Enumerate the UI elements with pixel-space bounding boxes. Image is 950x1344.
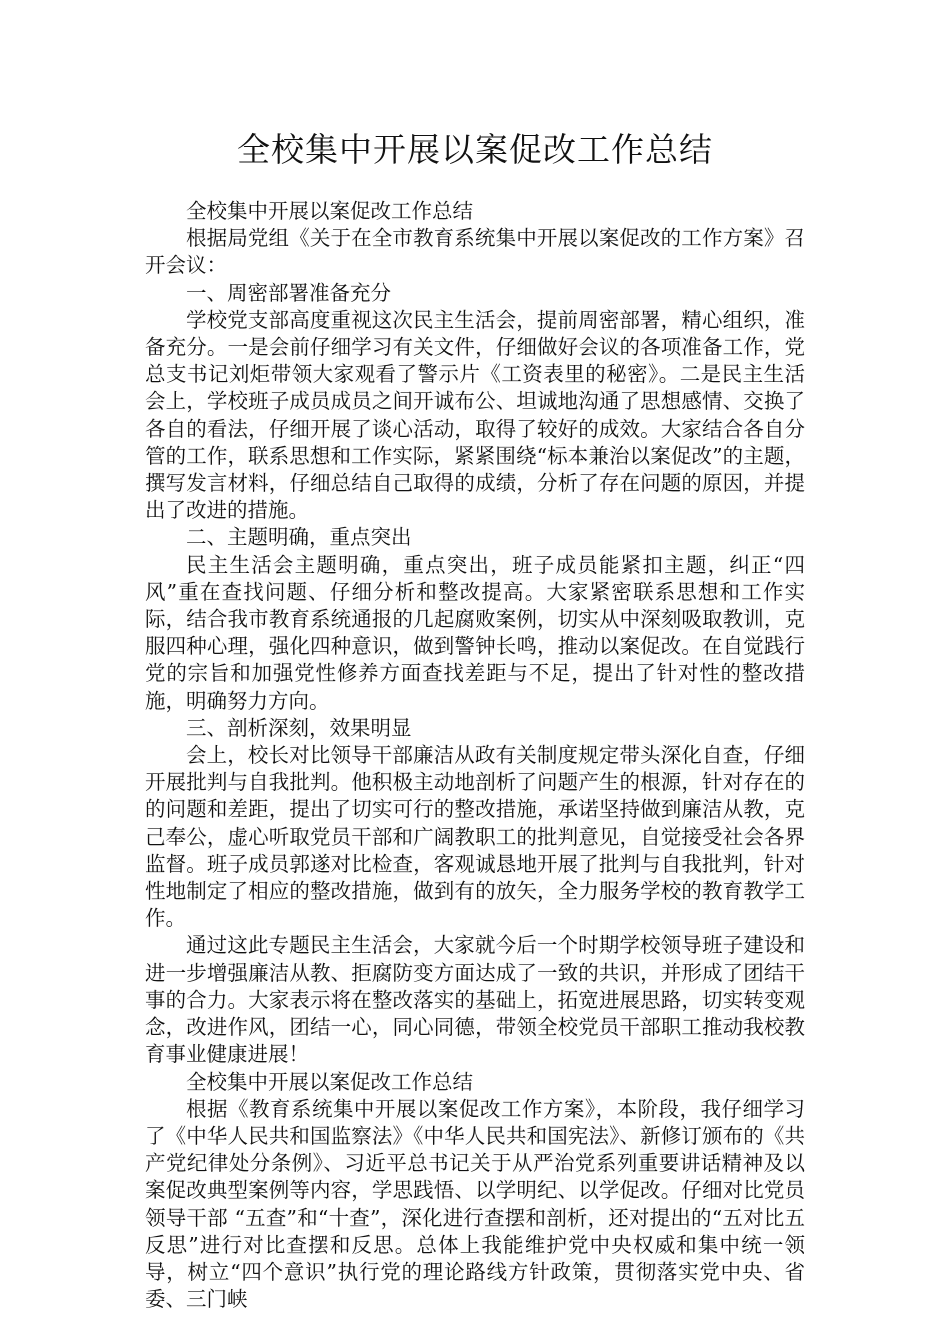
paragraph-intro: 根据局党组《关于在全市教育系统集中开展以案促改的工作方案》召开会议： [145, 226, 805, 278]
paragraph-section-1: 学校党支部高度重视这次民主生活会，提前周密部署，精心组织，准备充分。一是会前仔细学习有关文件，仔细做好会议的各项准备工作，党总支书记刘炬带领大家观看了警示片《工资表里的秘密》。二是民主生活会上，学校班子成员成员之间开诚布公、坦诚地沟通了思想感情、交换了各自的看法，仔细开展了谈心活动，取得了较好的成效。大家结合各自分管的工作，联系思想和工作实际，紧紧围绕“标本兼治以案促改”的主题，撰写发言材料，仔细总结自己取得的成绩，分析了存在问题的原因，并提出了改进的措施。 [145, 307, 805, 523]
section-heading-1: 一、周密部署准备充分 [186, 280, 391, 305]
paragraph-part-2: 根据《教育系统集中开展以案促改工作方案》，本阶段，我仔细学习了《中华人民共和国监察法》《中华人民共和国宪法》、新修订颁布的《共产党纪律处分条例》、习近平总书记关于从严治党系列重要讲话精神及以案促改典型案例等内容，学思践悟、以学明纪、以学促改。仔细对比党员领导干部 “五查”和“十查”，深化进行查摆和剖析，还对提出的“五对比五反思”进行对比查摆和反思。总体上我能维护党中央权威和集中统一领导，树立“四个意识”执行党的理论路线方针政策，贯彻落实党中央、省委、三门峡 [145, 1096, 805, 1312]
section-heading-3: 三、剖析深刻，效果明显 [186, 715, 412, 740]
document-body [145, 198, 805, 1313]
paragraph-section-2: 民主生活会主题明确，重点突出，班子成员能紧扣主题，纠正“四风”重在查找问题、仔细分析和整改提高。大家紧密联系思想和工作实际，结合我市教育系统通报的几起腐败案例，切实从中深刻吸取教训，克服四种心理，强化四种意识，做到警钟长鸣，推动以案促改。在自觉践行党的宗旨和加强党性修养方面查找差距与不足，提出了针对性的整改措施，明确努力方向。 [145, 552, 805, 713]
paragraph-section-3: 会上，校长对比领导干部廉洁从政有关制度规定带头深化自查，仔细开展批判与自我批判。他积极主动地剖析了问题产生的根源，针对存在的的问题和差距，提出了切实可行的整改措施，承诺坚持做到廉洁从教，克己奉公，虚心听取党员干部和广阔教职工的批判意见，自觉接受社会各界监督。班子成员郭遂对比检查，客观诚恳地开展了批判与自我批判，针对性地制定了相应的整改措施，做到有的放矢，全力服务学校的教育教学工作。 [145, 743, 805, 931]
section-heading-2: 二、主题明确，重点突出 [186, 525, 412, 550]
paragraph-conclusion: 通过这此专题民主生活会，大家就今后一个时期学校领导班子建设和进一步增强廉洁从教、拒腐防变方面达成了一致的共识，并形成了团结干事的合力。大家表示将在整改落实的基础上，拓宽进展思路，切实转变观念，改进作风，团结一心，同心同德，带领全校党员干部职工推动我校教育事业健康进展！ [145, 933, 805, 1067]
document-title: 全校集中开展以案促改工作总结 [237, 130, 713, 169]
paragraph-subtitle-2: 全校集中开展以案促改工作总结 [186, 1069, 473, 1094]
paragraph-subtitle: 全校集中开展以案促改工作总结 [186, 199, 473, 223]
